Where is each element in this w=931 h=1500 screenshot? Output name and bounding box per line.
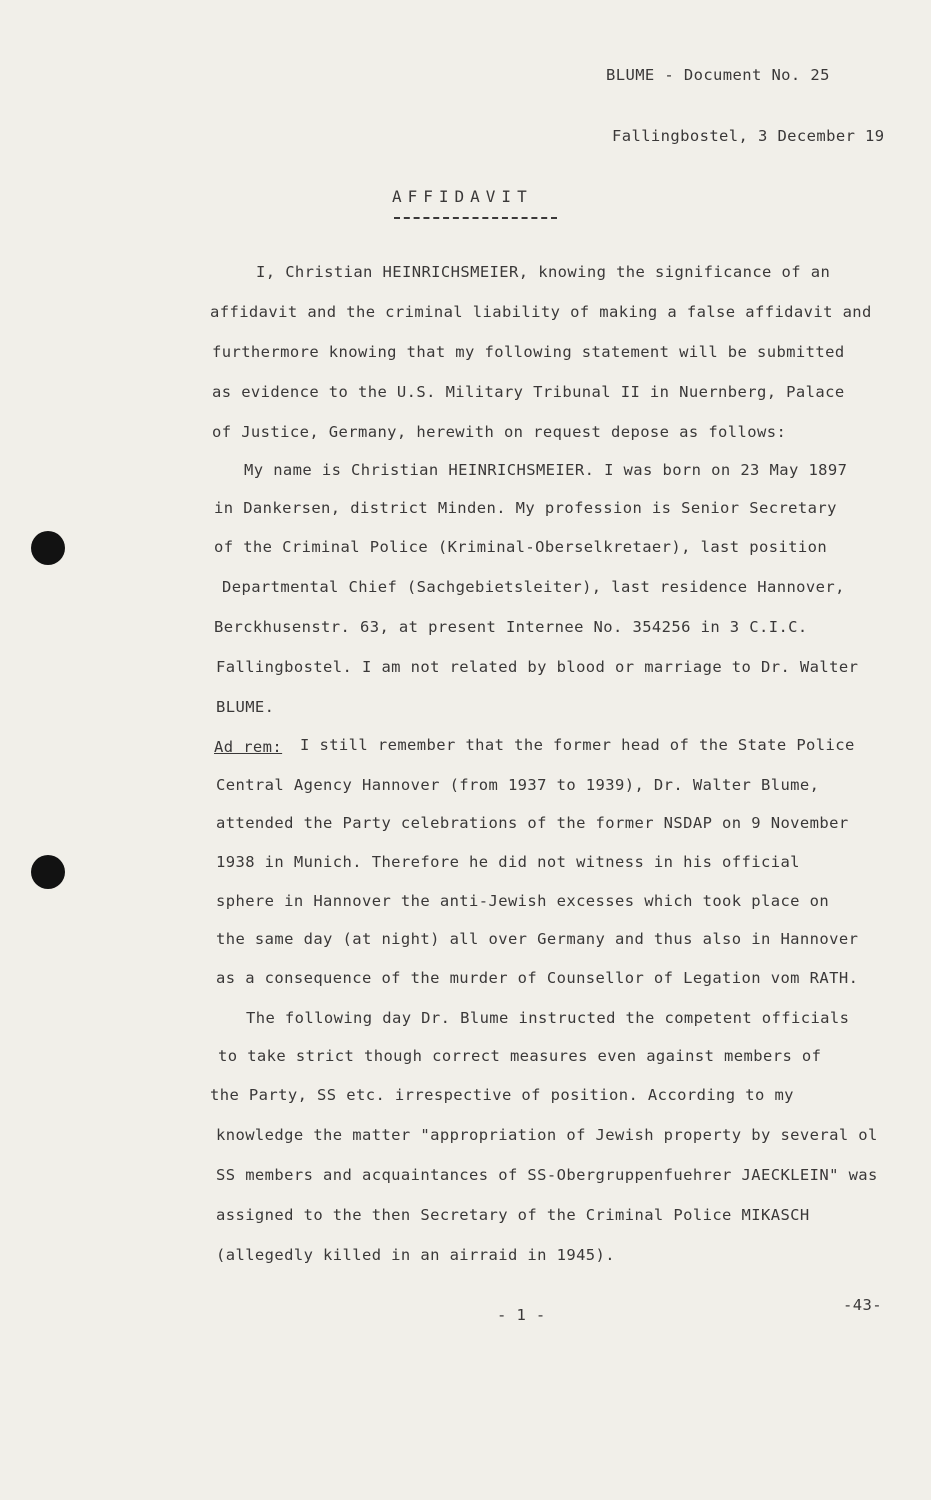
para3-line: 1938 in Munich. Therefore he did not witness in his official xyxy=(216,853,800,871)
punch-hole xyxy=(31,531,65,565)
para1-line: affidavit and the criminal liability of making a false affidavit and xyxy=(210,303,872,321)
page-number: - 1 - xyxy=(497,1306,546,1324)
punch-hole xyxy=(31,855,65,889)
title-underline xyxy=(394,217,557,219)
para4-line: to take strict though correct measures even against members of xyxy=(218,1047,822,1065)
para2-line: Berckhusenstr. 63, at present Internee No. 354256 in 3 C.I.C. xyxy=(214,618,808,636)
para3-line: the same day (at night) all over Germany and thus also in Hannover xyxy=(216,930,859,948)
ad-rem-label: Ad rem: xyxy=(214,738,283,756)
para3-line: attended the Party celebrations of the former NSDAP on 9 November xyxy=(216,814,849,832)
para4-line: knowledge the matter "appropriation of Jewish property by several ol xyxy=(216,1126,878,1144)
para2-line: of the Criminal Police (Kriminal-Oberselkretaer), last position xyxy=(214,538,828,556)
para1-line: I, Christian HEINRICHSMEIER, knowing the significance of an xyxy=(256,263,831,281)
para2-line: My name is Christian HEINRICHSMEIER. I was born on 23 May 1897 xyxy=(244,461,848,479)
document-reference: BLUME - Document No. 25 xyxy=(606,66,830,84)
para2-line: BLUME. xyxy=(216,698,275,716)
para4-line: SS members and acquaintances of SS-Obergruppenfuehrer JAECKLEIN" was xyxy=(216,1166,878,1184)
folio-number: -43- xyxy=(843,1296,882,1314)
para3-line: sphere in Hannover the anti-Jewish excesses which took place on xyxy=(216,892,830,910)
para4-line: The following day Dr. Blume instructed the competent officials xyxy=(246,1009,850,1027)
para2-line: Fallingbostel. I am not related by blood or marriage to Dr. Walter xyxy=(216,658,859,676)
para1-line: as evidence to the U.S. Military Tribunal II in Nuernberg, Palace xyxy=(212,383,845,401)
para3-line: Central Agency Hannover (from 1937 to 1939), Dr. Walter Blume, xyxy=(216,776,820,794)
para2-line: in Dankersen, district Minden. My profession is Senior Secretary xyxy=(214,499,837,517)
para4-line: assigned to the then Secretary of the Criminal Police MIKASCH xyxy=(216,1206,810,1224)
para1-line: furthermore knowing that my following statement will be submitted xyxy=(212,343,845,361)
place-date: Fallingbostel, 3 December 19 xyxy=(612,127,885,145)
para3-line: I still remember that the former head of the State Police xyxy=(300,736,855,754)
document-title: AFFIDAVIT xyxy=(392,187,533,206)
para2-line: Departmental Chief (Sachgebietsleiter), last residence Hannover, xyxy=(222,578,845,596)
para4-line: the Party, SS etc. irrespective of position. According to my xyxy=(210,1086,794,1104)
para3-line: as a consequence of the murder of Counsellor of Legation vom RATH. xyxy=(216,969,859,987)
para1-line: of Justice, Germany, herewith on request depose as follows: xyxy=(212,423,787,441)
para4-line: (allegedly killed in an airraid in 1945). xyxy=(216,1246,616,1264)
